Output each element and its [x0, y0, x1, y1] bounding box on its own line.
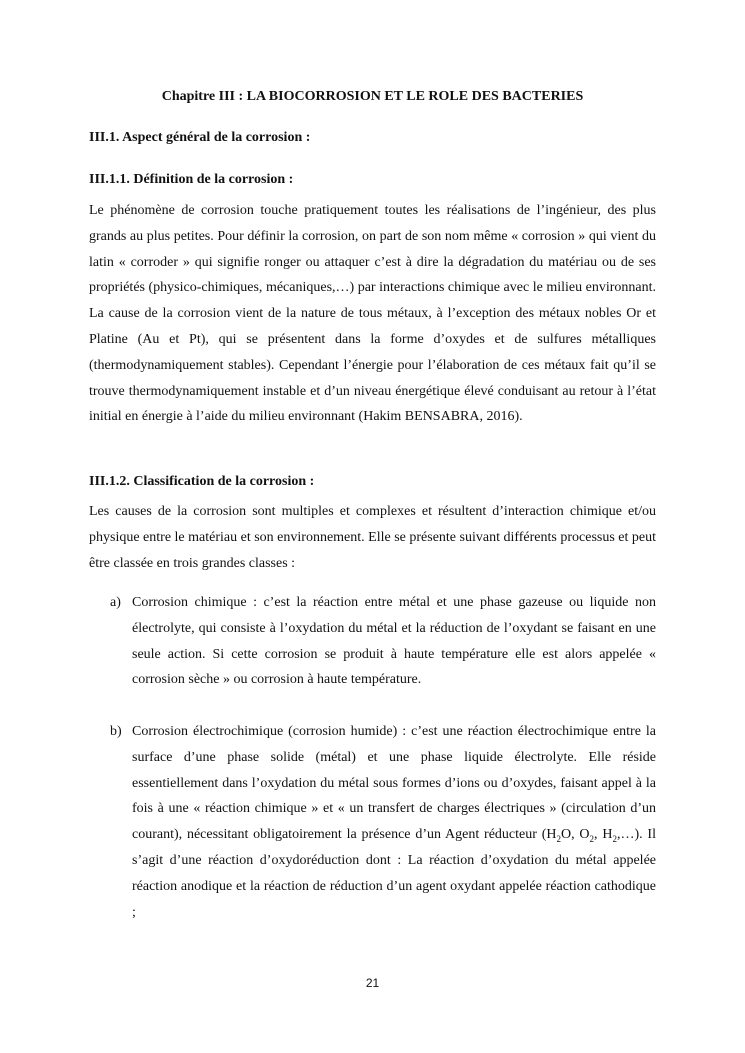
list-text-segment: ,…). Il s’agit d’une réaction d’oxydoréduction dont : La réaction d’oxydation du métal appelée réaction anodique et la réaction de réduction d’un agent oxydant appelée réaction cathodique ; [132, 827, 656, 920]
list-text-segment: Corrosion électrochimique (corrosion humide) : c’est une réaction électrochimique entre la surface d’une phase solide (métal) et une phase liquide électrolyte. Elle réside essentiellement dans l’oxydation du métal sous formes d’ions ou d’oxydes, faisant appel à la fois à une « réaction chimique » et « un transfert de charges électriques » (circulation d’un courant), nécessitant obligatoirement la présence d’un Agent réducteur (H [132, 724, 656, 843]
list-item-b [89, 719, 656, 925]
section-heading-1: III.1. Aspect général de la corrosion : [89, 130, 311, 145]
subscript: 2 [589, 833, 595, 844]
subscript: 2 [612, 833, 617, 844]
list-marker: a) [110, 595, 121, 610]
definition-paragraph: Le phénomène de corrosion touche pratiquement toutes les réalisations de l’ingénieur, des plus grands au plus petites. Pour définir la corrosion, on part de son nom même « corrosion » qui vient du latin « corroder » qui signifie ronger ou attaquer c’est à dire la dégradation du matériau ou de ses propriétés (physico-chimiques, mécaniques,…) par interactions chimique avec le milieu environnant. La cause de la corrosion vient de la nature de tous métaux, à l’exception des métaux nobles Or et Platine (Au et Pt), qui se présentent dans la forme d’oxydes et de sulfures métalliques (thermodynamiquement stables). Cependant l’énergie pour l’élaboration de ces métaux fait qu’il se trouve thermodynamiquement instable et d’un niveau énergétique élevé conduisant au retour à l’état initial en énergie à l’aide du milieu environnant (Hakim BENSABRA, 2016). [89, 203, 656, 425]
page-number: 21 [365, 976, 380, 990]
classification-paragraph: Les causes de la corrosion sont multiples et complexes et résultent d’interaction chimique et/ou physique entre le matériau et son environnement. Elle se présente suivant différents processus et peut être classée en trois grandes classes : [89, 504, 656, 571]
list-marker: b) [110, 724, 122, 739]
subscript: 2 [556, 833, 561, 844]
section-heading-1-1: III.1.1. Définition de la corrosion : [89, 172, 294, 187]
list-text-segment: O, O [560, 827, 590, 843]
list-text-segment: , H [594, 827, 613, 843]
list-item-text [132, 719, 656, 925]
section-heading-1-2: III.1.2. Classification de la corrosion : [89, 474, 315, 489]
chapter-title: Chapitre III : LA BIOCORROSION ET LE ROLE DES BACTERIES [161, 89, 584, 104]
list-item-a [89, 590, 656, 693]
list-item-text: Corrosion chimique : c’est la réaction entre métal et une phase gazeuse ou liquide non électrolyte, qui consiste à l’oxydation du métal et la réduction de l’oxydant se faisant en une seule action. Si cette corrosion se produit à haute température elle est alors appelée « corrosion sèche » ou corrosion à haute température. [132, 595, 656, 688]
